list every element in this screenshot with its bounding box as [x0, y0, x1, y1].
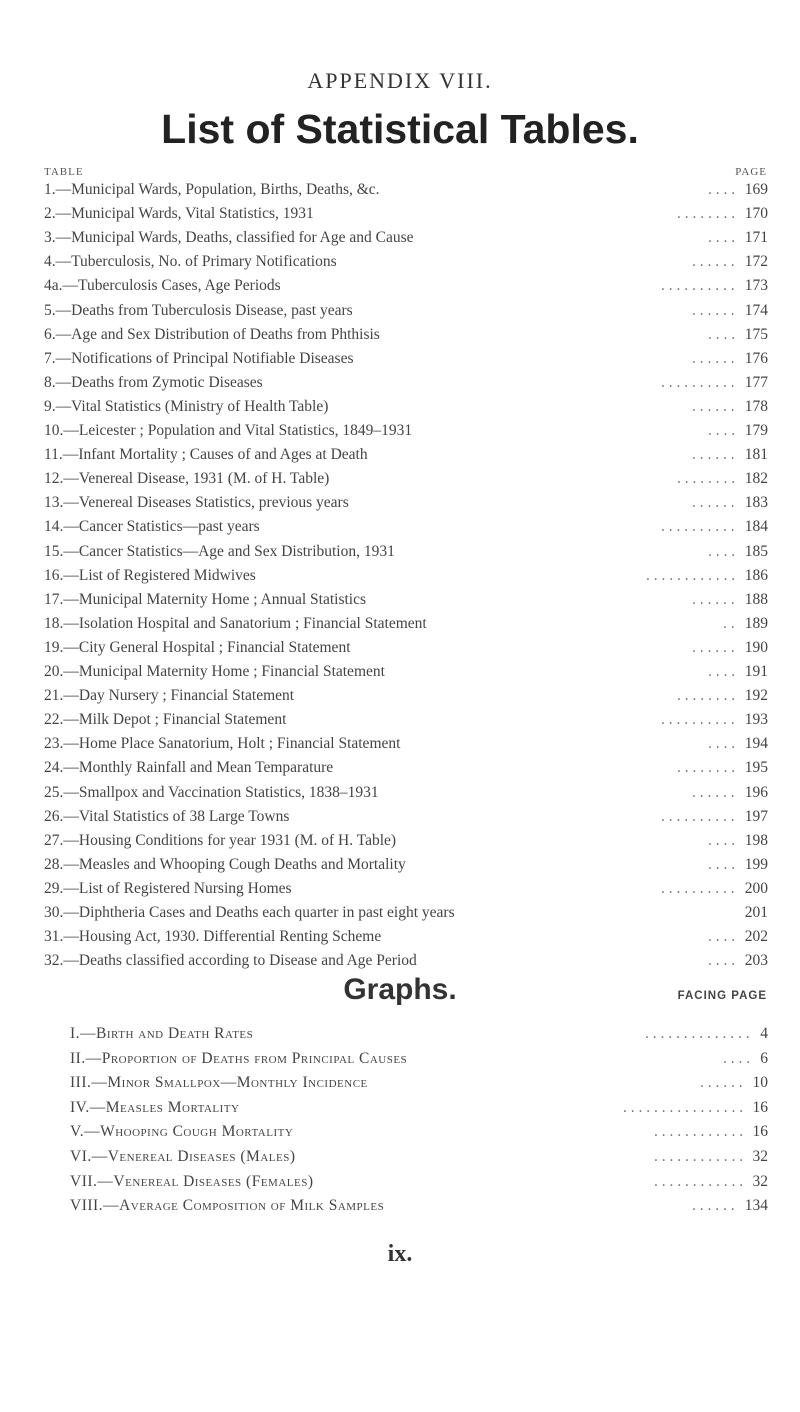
table-entry-text: Age and Sex Distribution of Deaths from Phthisis — [71, 325, 380, 343]
leader-dots: . . . . . . . . — [677, 687, 736, 705]
table-entry-text: Housing Act, 1930. Differential Renting Scheme — [78, 928, 382, 946]
table-entry — [44, 443, 768, 467]
entry-dash: — — [84, 1123, 101, 1141]
leader-dots: . . . . . . . . . . . . — [654, 1148, 744, 1165]
facing-page-column-heading: FACING PAGE — [677, 990, 767, 1002]
table-entry-page: 179 — [744, 422, 768, 439]
entry-dash: — — [63, 663, 79, 680]
graph-entry — [70, 1145, 768, 1169]
table-entry — [44, 467, 768, 491]
entry-dash: — — [55, 301, 72, 319]
graph-entry-text: Venereal Diseases (Females) — [113, 1172, 314, 1190]
table-entry — [44, 684, 768, 708]
table-entry-text: Tuberculosis Cases, Age Periods — [78, 277, 281, 295]
table-entry-text: Monthly Rainfall and Mean Temparature — [78, 759, 334, 777]
table-entry-title — [44, 588, 366, 612]
table-entry-page: 176 — [744, 349, 768, 367]
leader-dots: . . . . — [708, 952, 736, 970]
table-entry-number: 31. — [44, 928, 64, 946]
graph-entry — [70, 1022, 768, 1046]
table-entry-title — [44, 732, 400, 756]
graph-entry-text: Birth and Death Rates — [96, 1025, 254, 1042]
table-entry-number: 22. — [44, 711, 64, 729]
table-entry-page: 175 — [744, 325, 768, 343]
table-entry — [44, 612, 768, 636]
table-entry-text: Municipal Wards, Population, Births, Deaths, &c. — [71, 181, 380, 198]
table-entry — [44, 756, 768, 780]
table-entry-page: 195 — [744, 759, 768, 777]
entry-dash: — — [55, 325, 72, 343]
table-entry-text: City General Hospital ; Financial Statement — [78, 638, 351, 656]
table-entry-number: 24. — [44, 759, 64, 777]
graph-entry-text: Measles Mortality — [105, 1098, 240, 1116]
table-entry-number: 2. — [44, 205, 56, 223]
graph-entry-page: 6 — [760, 1049, 768, 1067]
leader-dots: . . . . . . . . . . — [661, 518, 735, 536]
graph-entry-page: 32 — [752, 1172, 768, 1190]
table-entry-page: 203 — [744, 952, 768, 970]
entry-dash: — — [63, 952, 79, 970]
table-entry-number: 21. — [44, 687, 64, 705]
entry-dash: — — [80, 1025, 97, 1042]
graph-entry-page: 4 — [760, 1025, 768, 1042]
table-entry-title — [44, 515, 260, 539]
graph-entry-title — [70, 1194, 384, 1218]
leader-dots: . . . . — [708, 663, 736, 680]
table-entry-text: Deaths classified according to Disease and Age Period — [78, 952, 417, 970]
table-entry-page: 189 — [744, 614, 768, 632]
table-entry-page: 190 — [744, 638, 768, 656]
table-entry-number: 1. — [44, 181, 56, 198]
graph-entry-title — [70, 1096, 239, 1120]
page-title: List of Statistical Tables. — [161, 106, 639, 152]
graph-entry-text: Whooping Cough Mortality — [100, 1123, 294, 1141]
table-entry-text: Diphtheria Cases and Deaths each quarter in past eight years — [78, 904, 455, 921]
leader-dots: . . . . . . . . . . . . — [646, 566, 736, 584]
table-entry-text: Milk Depot ; Financial Statement — [78, 711, 287, 729]
table-entry-number: 17. — [44, 590, 64, 608]
table-entry — [44, 925, 768, 949]
graph-entry-number: IV. — [70, 1098, 90, 1116]
table-entry-page: 178 — [744, 397, 768, 415]
table-entry-text: Deaths from Tuberculosis Disease, past years — [71, 301, 353, 319]
table-entry-title — [44, 347, 354, 371]
entry-dash: — — [63, 566, 79, 584]
leader-dots: . . . . . . — [692, 783, 735, 801]
graph-entry-number: I. — [70, 1025, 81, 1042]
leader-dots: . . . . — [708, 325, 736, 343]
graph-entry-page: 16 — [752, 1098, 768, 1116]
table-entry-number: 4a. — [44, 277, 63, 295]
table-entry-title — [44, 226, 414, 250]
table-entry-title — [44, 443, 368, 467]
entry-dash: — — [63, 928, 79, 946]
table-entry-text: Vital Statistics of 38 Large Towns — [78, 807, 290, 825]
table-entry-page: 182 — [744, 470, 768, 488]
table-entry — [44, 274, 768, 298]
graph-entry-text: Venereal Diseases (Males) — [107, 1148, 296, 1165]
table-entry-title — [44, 274, 281, 298]
table-entry-text: Housing Conditions for year 1931 (M. of H. Table) — [78, 831, 397, 849]
graph-entry-number: III. — [70, 1074, 92, 1092]
graph-entry-number: VI. — [70, 1148, 92, 1165]
table-entry-text: Tuberculosis, No. of Primary Notifications — [71, 253, 337, 271]
table-entry-page: 192 — [744, 687, 768, 705]
table-entry-title — [44, 660, 385, 684]
table-entry-title — [44, 636, 351, 660]
table-entry-page: 174 — [744, 301, 768, 319]
table-entry-page: 184 — [744, 518, 768, 536]
table-entry — [44, 636, 768, 660]
table-entry — [44, 805, 768, 829]
graph-entry-page: 10 — [752, 1074, 768, 1092]
table-entry-title — [44, 491, 349, 515]
table-entry-text: List of Registered Nursing Homes — [78, 879, 292, 897]
table-entry-page: 193 — [744, 711, 768, 729]
table-entry-number: 25. — [44, 783, 64, 801]
appendix-heading: APPENDIX VIII. — [307, 68, 493, 93]
entry-dash: — — [63, 735, 79, 753]
table-entry-title — [44, 371, 263, 395]
entry-dash: — — [63, 590, 79, 608]
leader-dots: . . . . . . . . — [677, 470, 736, 488]
entry-dash: — — [55, 205, 72, 223]
table-entry-title — [44, 829, 396, 853]
table-entry — [44, 949, 768, 973]
table-entry-number: 16. — [44, 566, 64, 584]
leader-dots: . . . . . . . . . . — [661, 373, 735, 391]
table-entry-text: Cancer Statistics—Age and Sex Distribution, 1931 — [78, 542, 395, 560]
entry-dash: — — [63, 470, 79, 488]
graph-entry-number: VII. — [70, 1172, 98, 1190]
table-entry — [44, 395, 768, 419]
graph-entry — [70, 1071, 768, 1095]
entry-dash: — — [63, 711, 79, 729]
table-entry-number: 18. — [44, 614, 64, 632]
entry-dash: — — [63, 807, 79, 825]
leader-dots: . . . . . . — [692, 349, 735, 367]
table-entry — [44, 781, 768, 805]
table-entry — [44, 564, 768, 588]
entry-dash: — — [63, 687, 79, 705]
leader-dots: . . . . . . — [692, 494, 735, 512]
entry-dash: — — [63, 831, 79, 849]
table-entry-number: 27. — [44, 831, 64, 849]
table-entry-number: 4. — [44, 253, 56, 271]
entry-dash: — — [55, 397, 72, 415]
graph-entry-page: 16 — [752, 1123, 768, 1141]
graph-entry-title — [70, 1071, 368, 1095]
table-entry — [44, 588, 768, 612]
table-entry-number: 14. — [44, 518, 64, 536]
leader-dots: . . . . — [708, 831, 736, 849]
entry-dash: — — [63, 759, 79, 777]
table-entry-number: 23. — [44, 735, 64, 753]
entry-dash: — — [55, 253, 72, 271]
table-entry-page: 198 — [744, 831, 768, 849]
graph-entry — [70, 1170, 768, 1194]
leader-dots: . . . . . . . . . . . . — [654, 1123, 744, 1141]
table-entry-title — [44, 708, 286, 732]
table-entry-page: 186 — [744, 566, 768, 584]
table-entry-text: Home Place Sanatorium, Holt ; Financial Statement — [78, 735, 401, 753]
table-entry-number: 8. — [44, 373, 56, 391]
table-entry-page: 200 — [744, 879, 768, 897]
leader-dots: . . . . . . — [692, 397, 735, 415]
table-entry-text: Measles and Whooping Cough Deaths and Mortality — [78, 855, 406, 873]
table-entry-page: 194 — [744, 735, 768, 753]
table-entry-title — [44, 178, 380, 202]
leader-dots: . . . . . . . . . . — [661, 879, 735, 897]
table-column-heading: TABLE — [44, 166, 84, 178]
graphs-heading: Graphs. — [343, 973, 457, 1006]
leader-dots: . . . . . . — [700, 1074, 743, 1092]
table-entry — [44, 901, 768, 925]
table-entry-page: 183 — [744, 494, 768, 512]
table-entry — [44, 371, 768, 395]
table-entry-text: Municipal Maternity Home ; Financial Statement — [78, 663, 385, 680]
table-entry-number: 13. — [44, 494, 64, 512]
table-entry-text: Vital Statistics (Ministry of Health Table) — [71, 397, 329, 415]
leader-dots: . . . . — [708, 422, 736, 439]
table-entry-number: 28. — [44, 855, 64, 873]
table-entry-title — [44, 395, 328, 419]
graph-entry-text: Average Composition of Milk Samples — [119, 1197, 385, 1215]
leader-dots: . . . . . . — [692, 1197, 735, 1215]
table-entry-number: 19. — [44, 638, 64, 656]
table-entry-text: Municipal Maternity Home ; Annual Statistics — [78, 590, 367, 608]
entry-dash: — — [63, 879, 79, 897]
entry-dash: — — [63, 494, 79, 512]
table-entry-page: 170 — [744, 205, 768, 223]
entry-dash: — — [63, 518, 79, 536]
entry-dash: — — [97, 1172, 114, 1190]
table-entry-page: 173 — [744, 277, 768, 295]
entry-dash: — — [63, 855, 79, 873]
graph-entry — [70, 1120, 768, 1144]
table-entry-page: 177 — [744, 373, 768, 391]
table-entry — [44, 708, 768, 732]
table-entry-text: Venereal Disease, 1931 (M. of H. Table) — [78, 470, 330, 488]
leader-dots: . . . . . . . . — [677, 759, 736, 777]
table-entry-text: Deaths from Zymotic Diseases — [71, 373, 263, 391]
table-entry-text: Leicester ; Population and Vital Statistics, 1849–1931 — [78, 422, 413, 439]
leader-dots: . . . . . . — [692, 590, 735, 608]
table-entry-title — [44, 419, 412, 443]
graph-entry-page: 32 — [752, 1148, 768, 1165]
table-entry-text: Day Nursery ; Financial Statement — [78, 687, 295, 705]
page-folio: ix. — [387, 1241, 413, 1267]
leader-dots: . . . . . . — [692, 253, 735, 271]
table-entry-text: Venereal Diseases Statistics, previous years — [78, 494, 349, 512]
table-entry-page: 201 — [744, 904, 768, 921]
graph-entry — [70, 1047, 768, 1071]
table-entry-title — [44, 540, 395, 564]
table-entry — [44, 299, 768, 323]
leader-dots: . . . . . . . . . . . . — [654, 1172, 744, 1190]
table-entry-page: 197 — [744, 807, 768, 825]
graph-entry-title — [70, 1120, 293, 1144]
table-entry-title — [44, 564, 256, 588]
table-entry-page: 185 — [744, 542, 768, 560]
table-entry-page: 196 — [744, 783, 768, 801]
table-entry — [44, 829, 768, 853]
table-entry-title — [44, 612, 427, 636]
leader-dots: . . . . . . — [692, 446, 735, 464]
table-entry-number: 3. — [44, 229, 56, 247]
leader-dots: . . . . . . . . . . — [661, 807, 735, 825]
entry-dash: — — [55, 229, 72, 247]
table-entry-title — [44, 901, 455, 925]
graph-entry-text: Proportion of Deaths from Principal Causes — [101, 1049, 408, 1067]
leader-dots: . . . . . . — [692, 638, 735, 656]
table-entry-text: Municipal Wards, Vital Statistics, 1931 — [71, 205, 314, 223]
table-entry-page: 171 — [744, 229, 768, 247]
leader-dots: . . . . . . . . . . . . . . . . — [623, 1098, 744, 1116]
table-entry — [44, 323, 768, 347]
leader-dots: . . . . — [723, 1049, 751, 1067]
leader-dots: . . . . — [708, 181, 736, 198]
graph-entry — [70, 1096, 768, 1120]
table-entry — [44, 660, 768, 684]
table-entry-page: 169 — [744, 181, 768, 198]
table-entry — [44, 877, 768, 901]
table-entry — [44, 853, 768, 877]
entry-dash: — — [55, 349, 72, 367]
leader-dots: . . . . . . . . . . — [661, 277, 735, 295]
table-entry — [44, 202, 768, 226]
table-entry-number: 6. — [44, 325, 56, 343]
leader-dots: . . . . — [708, 928, 736, 946]
table-entry-title — [44, 202, 314, 226]
table-entry-number: 15. — [44, 542, 64, 560]
table-entry-number: 12. — [44, 470, 64, 488]
entry-dash: — — [62, 277, 79, 295]
graph-entry-title — [70, 1145, 295, 1169]
table-entry-number: 32. — [44, 952, 64, 970]
table-entry — [44, 540, 768, 564]
entry-dash: — — [63, 542, 79, 560]
entry-dash: — — [85, 1049, 102, 1067]
table-entry — [44, 250, 768, 274]
table-entry-page: 199 — [744, 855, 768, 873]
entry-dash: — — [55, 373, 72, 391]
leader-dots: . . . . — [708, 229, 736, 247]
graph-entry-number: II. — [70, 1049, 86, 1067]
table-entry-number: 9. — [44, 397, 56, 415]
table-entry-page: 172 — [744, 253, 768, 271]
table-entry-number: 7. — [44, 349, 56, 367]
graph-entry-title — [70, 1022, 253, 1046]
entry-dash: — — [63, 638, 79, 656]
entry-dash: — — [63, 422, 79, 439]
leader-dots: . . . . . . . . . . — [661, 711, 735, 729]
page-column-heading: PAGE — [735, 166, 767, 178]
graph-entry-title — [70, 1047, 407, 1071]
graph-entry-page: 134 — [744, 1197, 768, 1215]
entry-dash: — — [89, 1098, 106, 1116]
table-entry-title — [44, 781, 379, 805]
leader-dots: . . . . . . . . . . . . . . — [645, 1025, 750, 1042]
table-entry — [44, 419, 768, 443]
entry-dash: — — [63, 783, 79, 801]
table-entry — [44, 491, 768, 515]
graph-entry-number: VIII. — [70, 1197, 104, 1215]
table-entry-number: 20. — [44, 663, 64, 680]
leader-dots: . . . . — [708, 735, 736, 753]
table-entry-number: 26. — [44, 807, 64, 825]
table-entry-title — [44, 684, 294, 708]
table-entry-number: 10. — [44, 422, 64, 439]
table-entry-page: 202 — [744, 928, 768, 946]
table-entry-title — [44, 299, 353, 323]
table-entry-title — [44, 877, 292, 901]
table-entry-text: List of Registered Midwives — [78, 566, 256, 584]
table-entry — [44, 732, 768, 756]
entry-dash: — — [55, 181, 72, 198]
entry-dash: — — [63, 614, 79, 632]
table-entry — [44, 226, 768, 250]
table-entry-text: Smallpox and Vaccination Statistics, 1838–1931 — [78, 783, 379, 801]
table-entry-number: 29. — [44, 879, 64, 897]
table-entry-text: Infant Mortality ; Causes of and Ages at Death — [78, 446, 368, 464]
graph-entry-title — [70, 1170, 314, 1194]
table-entry-page: 188 — [744, 590, 768, 608]
entry-dash: — — [91, 1148, 108, 1165]
table-entry-text: Notifications of Principal Notifiable Diseases — [71, 349, 354, 367]
entry-dash: — — [91, 1074, 108, 1092]
table-entry-number: 30. — [44, 904, 64, 921]
entry-dash: — — [62, 446, 79, 464]
leader-dots: . . . . . . . . — [677, 205, 736, 223]
table-entry-page: 191 — [744, 663, 768, 680]
table-entry-title — [44, 467, 329, 491]
table-entry-text: Cancer Statistics—past years — [78, 518, 260, 536]
graph-entry-number: V. — [70, 1123, 85, 1141]
entry-dash: — — [63, 904, 79, 921]
table-entry-text: Isolation Hospital and Sanatorium ; Financial Statement — [78, 614, 427, 632]
table-entry-number: 11. — [44, 446, 63, 464]
leader-dots: . . . . — [708, 542, 736, 560]
table-entry-title — [44, 756, 333, 780]
leader-dots: . . — [723, 614, 735, 632]
graph-entry — [70, 1194, 768, 1218]
table-entry-page: 181 — [744, 446, 768, 464]
graph-entry-text: Minor Smallpox—Monthly Incidence — [107, 1074, 368, 1092]
table-entry-number: 5. — [44, 301, 56, 319]
table-entry-title — [44, 853, 406, 877]
table-entry — [44, 347, 768, 371]
table-entry-title — [44, 949, 417, 973]
table-entry-title — [44, 805, 289, 829]
table-entry-text: Municipal Wards, Deaths, classified for Age and Cause — [71, 229, 414, 247]
table-entry-title — [44, 925, 381, 949]
table-entry-title — [44, 250, 337, 274]
leader-dots: . . . . . . — [692, 301, 735, 319]
entry-dash: — — [103, 1197, 120, 1215]
table-entry — [44, 178, 768, 202]
table-entry — [44, 515, 768, 539]
table-entry-title — [44, 323, 380, 347]
leader-dots: . . . . — [708, 855, 736, 873]
